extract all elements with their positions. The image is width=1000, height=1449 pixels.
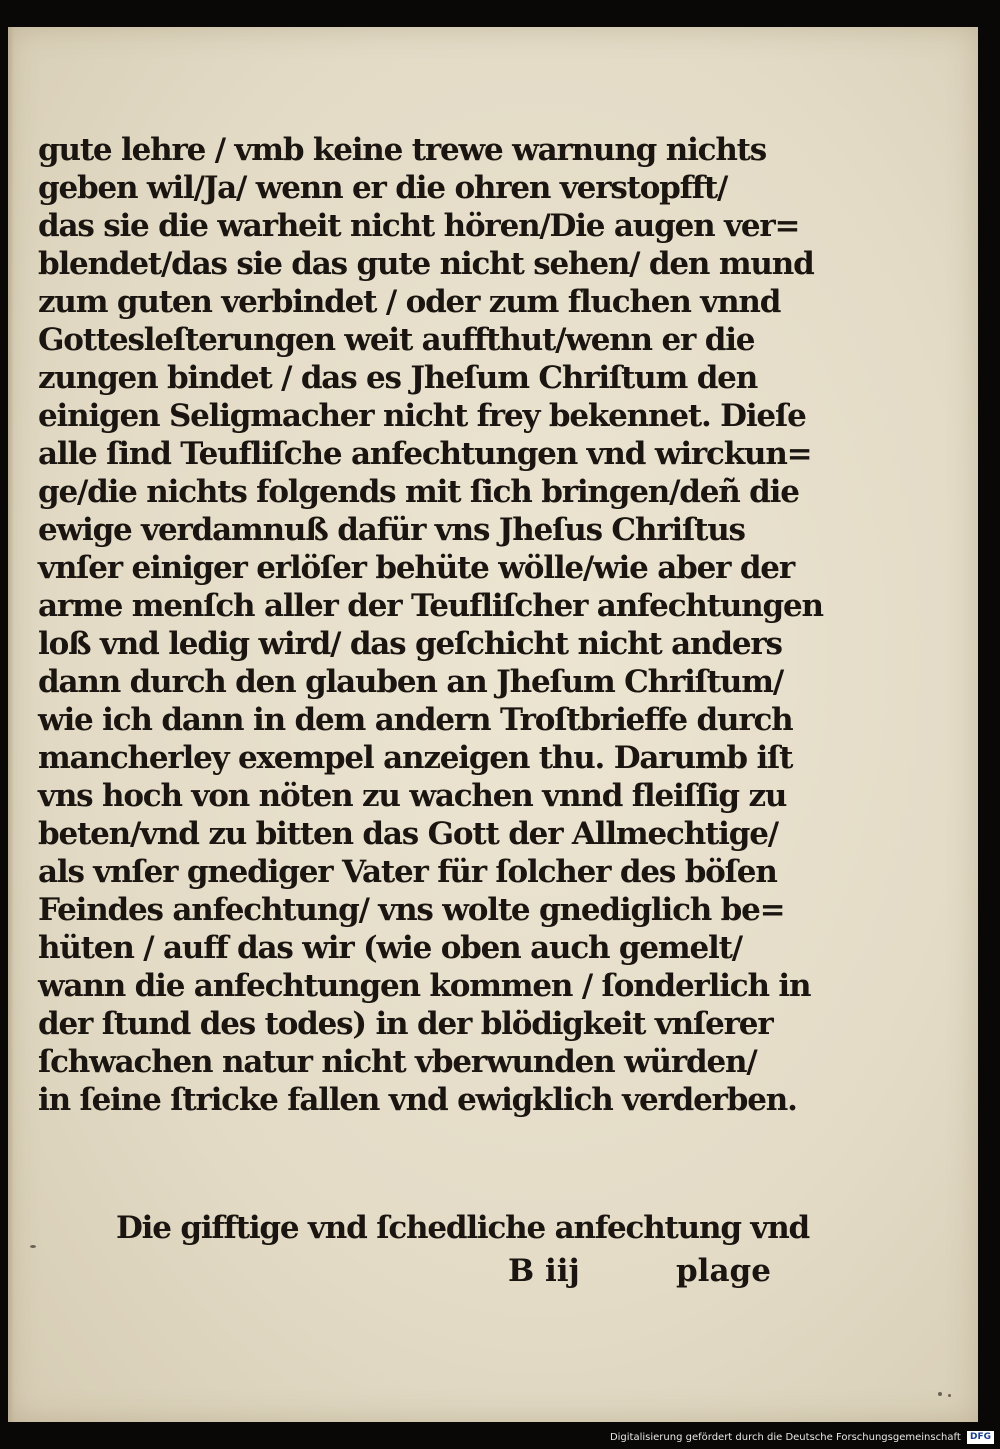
catchword: plage bbox=[676, 1253, 771, 1289]
text-line: wie ich dann in dem andern Troſtbrieffe durch bbox=[38, 702, 793, 738]
text-line: in ſeine ſtricke fallen vnd ewigklich verderben. bbox=[38, 1082, 797, 1118]
paper-speck bbox=[938, 1392, 942, 1396]
dfg-logo: DFG bbox=[967, 1431, 994, 1444]
text-line: das sie die warheit nicht hören/Die augen ver= bbox=[38, 208, 800, 244]
paper-speck bbox=[948, 1394, 951, 1397]
text-line: zungen bindet / das es Jheſum Chriſtum den bbox=[38, 360, 758, 396]
text-line: gute lehre / vmb keine trewe warnung nichts bbox=[38, 132, 767, 168]
text-line: alle ſind Teufliſche anfechtungen vnd wirckun= bbox=[38, 436, 812, 472]
text-line: geben wil/Ja/ wenn er die ohren verstopfft/ bbox=[38, 170, 728, 206]
text-line: mancherley exempel anzeigen thu. Darumb iſt bbox=[38, 740, 793, 776]
text-line: blendet/das sie das gute nicht sehen/ den mund bbox=[38, 246, 814, 282]
text-line: beten/vnd zu bitten das Gott der Allmechtige/ bbox=[38, 816, 778, 852]
paragraph-start-line: Die gifftige vnd ſchedliche anfechtung vnd bbox=[116, 1210, 810, 1246]
text-line: ſchwachen natur nicht vberwunden würden/ bbox=[38, 1044, 757, 1080]
main-text bbox=[38, 131, 823, 1119]
text-line: loß vnd ledig wird/ das geſchicht nicht anders bbox=[38, 626, 782, 662]
book-page bbox=[8, 27, 978, 1422]
text-line: hüten / auff das wir (wie oben auch gemelt/ bbox=[38, 930, 742, 966]
signature-mark: B iij bbox=[508, 1253, 580, 1289]
text-line: als vnſer gnediger Vater für ſolcher des böſen bbox=[38, 854, 777, 890]
text-line: der ſtund des todes) in der blödigkeit vnſerer bbox=[38, 1006, 773, 1042]
paper-speck bbox=[30, 1245, 36, 1248]
text-line: zum guten verbindet / oder zum fluchen vnnd bbox=[38, 284, 781, 320]
footer-text: Digitalisierung gefördert durch die Deutsche Forschungsgemeinschaft bbox=[609, 1432, 961, 1443]
text-line: vnſer einiger erlöſer behüte wölle/wie aber der bbox=[38, 550, 794, 586]
text-line: vns hoch von nöten zu wachen vnnd fleiſſig zu bbox=[38, 778, 787, 814]
text-line: ewige verdamnuß dafür vns Jheſus Chriſtus bbox=[38, 512, 745, 548]
digitization-footer bbox=[0, 1427, 1000, 1449]
text-line: dann durch den glauben an Jheſum Chriſtum/ bbox=[38, 664, 783, 700]
text-line: Gottesleſterungen weit auffthut/wenn er die bbox=[38, 322, 755, 358]
text-line: Feindes anfechtung/ vns wolte gnediglich be= bbox=[38, 892, 785, 928]
text-line: wann die anfechtungen kommen / ſonderlich in bbox=[38, 968, 811, 1004]
text-line: arme menſch aller der Teufliſcher anfechtungen bbox=[38, 588, 823, 624]
text-line: einigen Seligmacher nicht frey bekennet. Dieſe bbox=[38, 398, 806, 434]
text-line: ge/die nichts folgends mit ſich bringen/deñ die bbox=[38, 474, 799, 510]
